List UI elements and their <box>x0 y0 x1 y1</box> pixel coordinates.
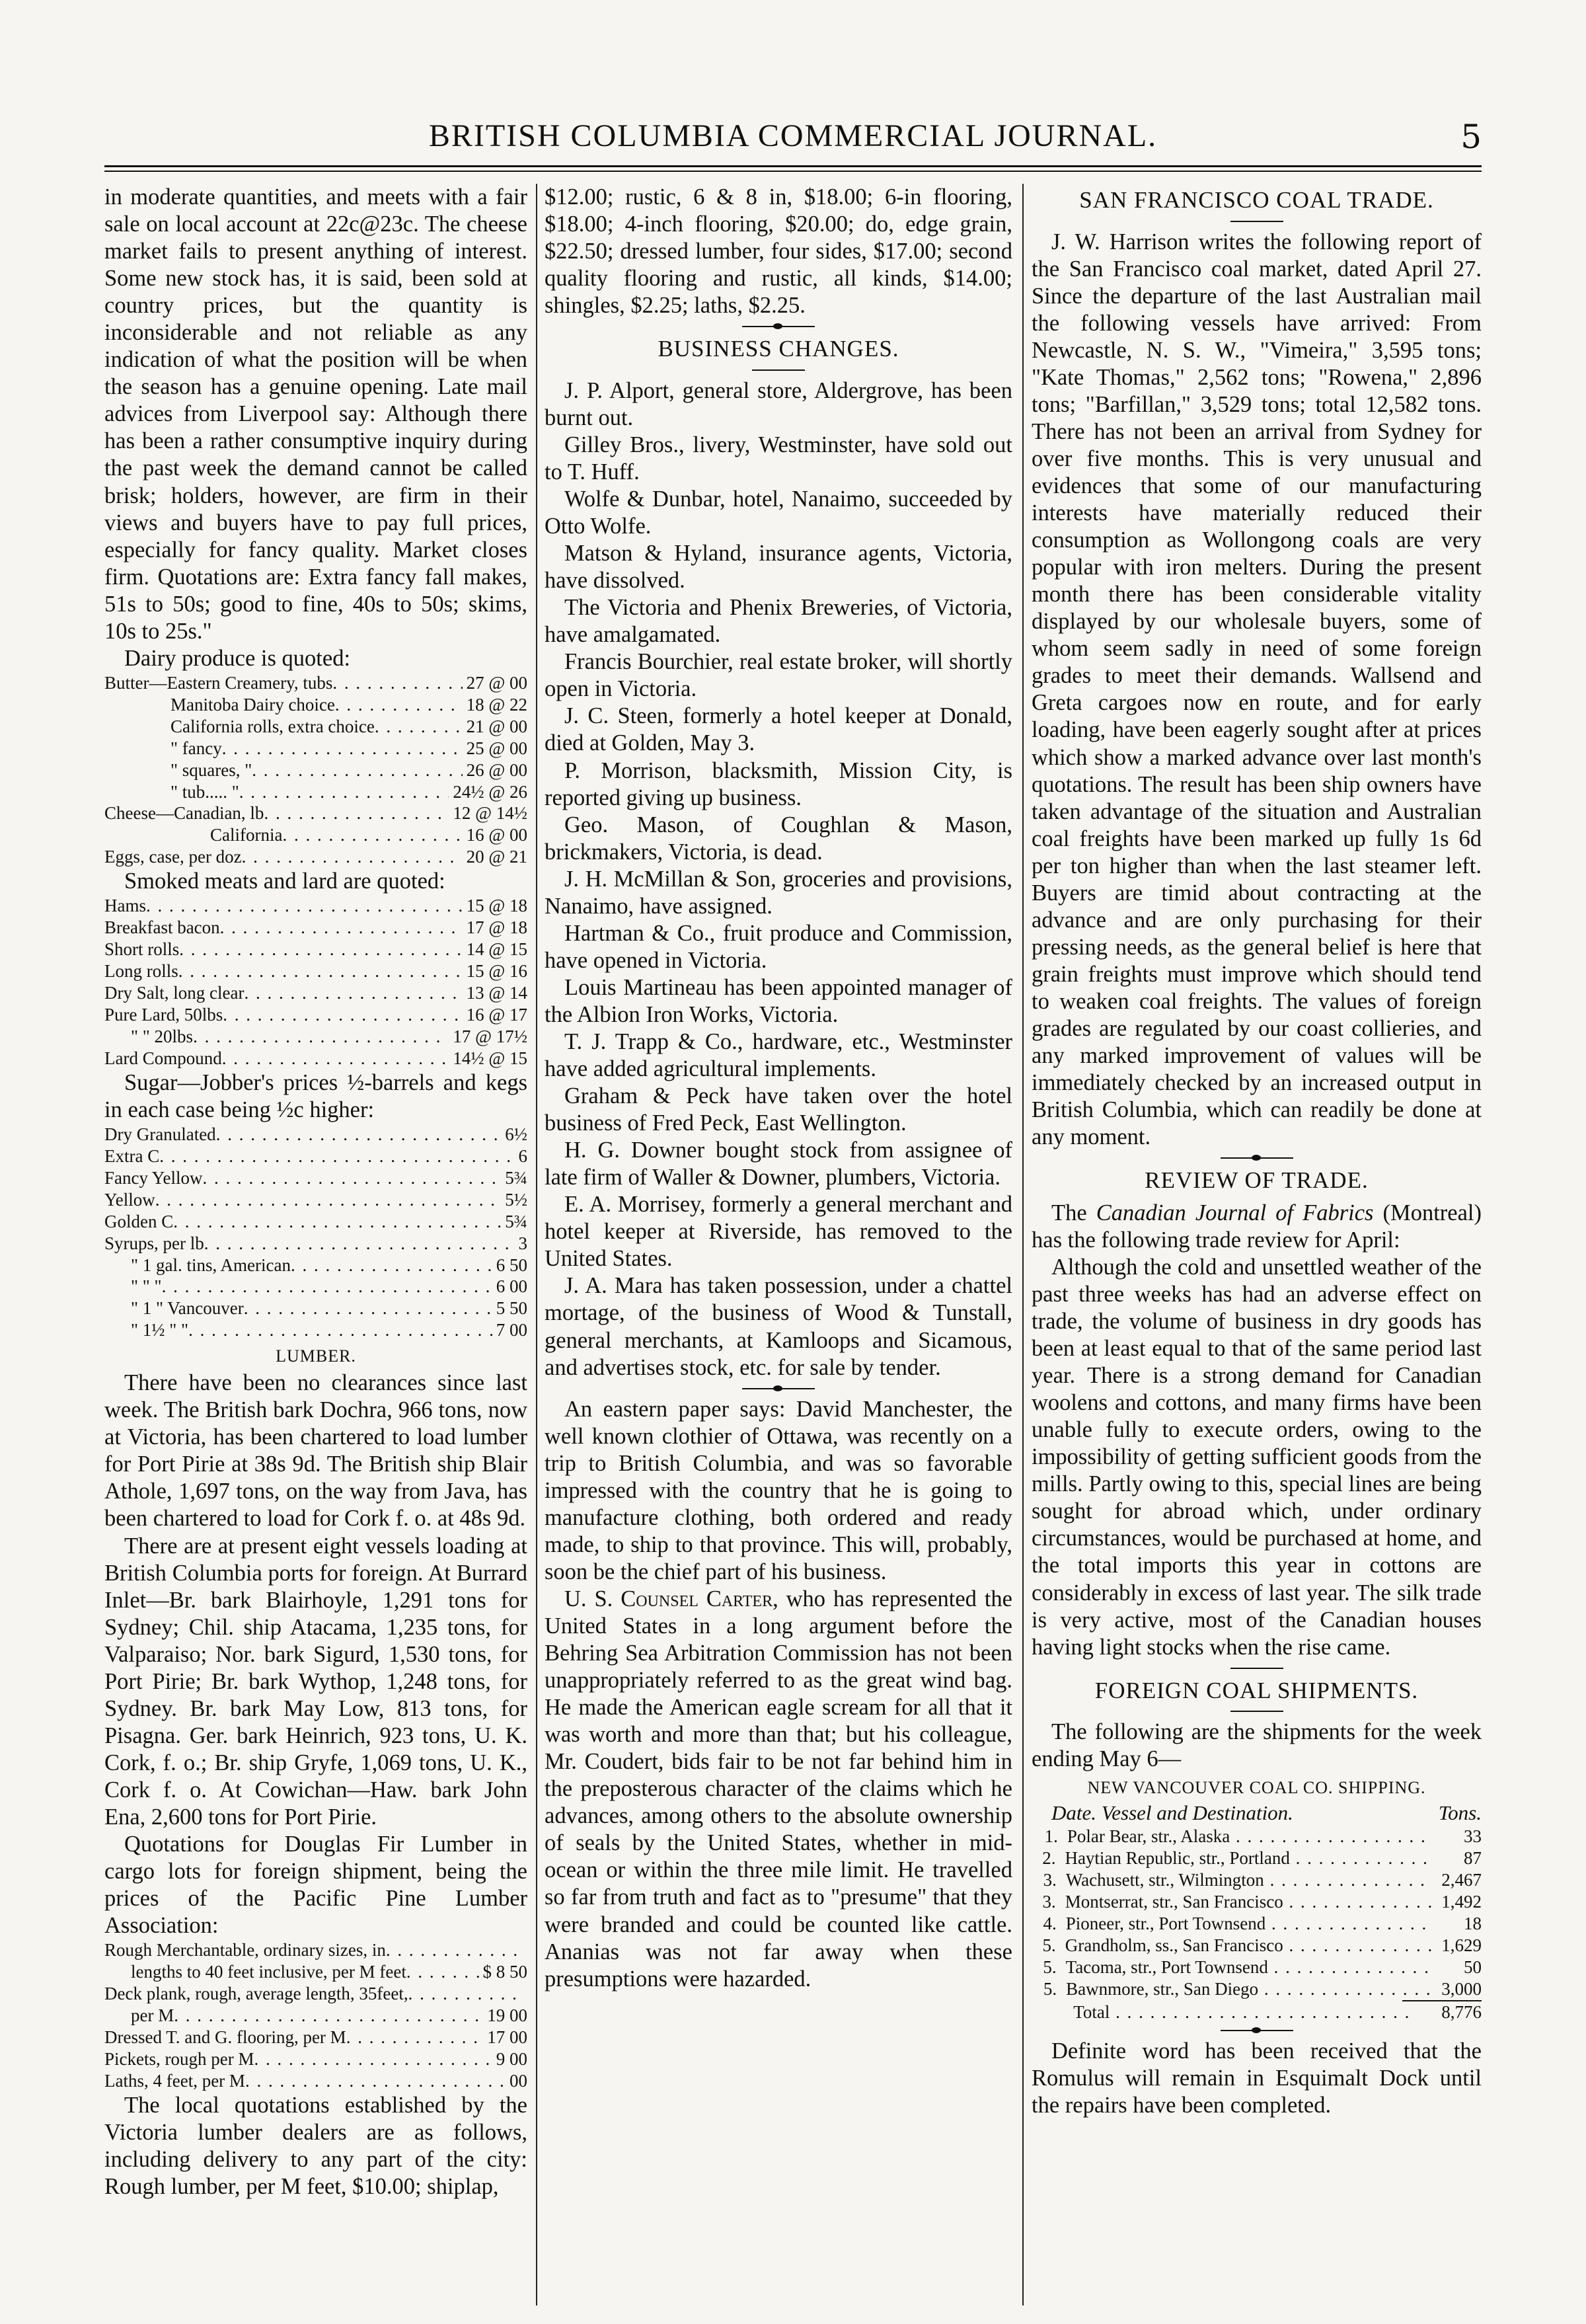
column-1 <box>104 184 527 2305</box>
price-label: Butter—Eastern Creamery, tubs <box>104 672 333 693</box>
shipment-row <box>1032 1913 1482 1935</box>
header-rule-top <box>104 165 1482 167</box>
leader-dots <box>222 738 463 759</box>
business-change-item: Francis Bourchier, real estate broker, will shortly open in Victoria. <box>545 649 1012 702</box>
price-value: 5 50 <box>496 1298 527 1319</box>
price-row <box>104 781 527 803</box>
business-change-item: Gilley Bros., livery, Westminster, have sold out to T. Huff. <box>545 432 1012 485</box>
price-label: Pure Lard, 50lbs <box>104 1005 223 1025</box>
section-rule <box>1230 1668 1283 1669</box>
shipment-no: 2. <box>1042 1848 1056 1869</box>
lumber-paragraph-4: The local quotations established by the Victoria lumber dealers are as follows, including delivery to any part of the city: Rough lumber, per M feet, $10.00; shiplap, <box>104 2092 527 2199</box>
price-row <box>104 1124 527 1145</box>
price-row <box>104 982 527 1004</box>
price-row <box>104 824 527 846</box>
price-label: Short rolls <box>104 939 180 960</box>
price-value: 6 50 <box>496 1255 527 1275</box>
leader-dots <box>220 917 463 939</box>
price-value: 17 00 <box>487 2027 527 2047</box>
leader-dots <box>216 1124 502 1145</box>
shipment-col-date-vessel: Date. Vessel and Destination. <box>1051 1801 1293 1825</box>
carter-body: who has represented the United States in a long argument before the Behring Sea Arbitration Commission has not been unappropriately referred to as the great wind bag. He made the American eagle scream for all that it was worth and more than that; but his colleague, Mr. Coudert, bids fair to be not far behind him in the preposterous character of the claims which he advances, among others to the absolute ownership of seals by the United States, whether in mid-ocean or within the three mile limit. He travelled so far from truth and fact as to "presume" that they were branded and could be counted like cattle. Ananias was not far away when these presumptions were hazarded. <box>545 1586 1012 1992</box>
sf-coal-heading: SAN FRANCISCO COAL TRADE. <box>1079 187 1434 213</box>
total-value: 8,776 <box>1441 2001 1482 2022</box>
leader-dots <box>408 1983 523 2005</box>
price-row <box>104 895 527 917</box>
leader-dots <box>252 759 462 781</box>
price-label: Pickets, rough per M <box>104 2048 254 2069</box>
price-value: 21 @ 00 <box>466 716 527 736</box>
leader-dots <box>244 982 462 1004</box>
leader-dots <box>173 1211 501 1233</box>
carter-paragraph <box>545 1586 1012 1993</box>
price-row <box>104 1298 527 1319</box>
business-change-item: J. P. Alport, general store, Aldergrove, has been burnt out. <box>545 377 1012 430</box>
price-value: 5½ <box>505 1189 527 1210</box>
price-label: Rough Merchantable, ordinary sizes, in <box>104 1940 386 1960</box>
leader-dots <box>406 1961 479 1983</box>
page-header <box>104 118 1482 164</box>
business-change-item: J. A. Mara has taken possession, under a chattel mortage, of the business of Wood & Tunstall, general merchants, at Kamloops and Sicamous, and advertises stock, etc. for sale by tender. <box>545 1273 1012 1380</box>
price-value: $ 8 50 <box>482 1962 527 1982</box>
price-row <box>104 2070 527 2092</box>
section-separator <box>1221 2030 1293 2031</box>
price-value: 9 00 <box>496 2048 527 2069</box>
price-value: 13 @ 14 <box>466 983 527 1003</box>
lumber-paragraph-1: There have been no clearances since last week. The British bark Dochra, 966 tons, now at Victoria, has been chartered to load lumber for Port Pirie at 38s 9d. The British ship Blair Athole, 1,697 tons, on the way from Java, has been chartered to load for Cork f. o. at 48s 9d. <box>104 1370 527 1531</box>
shipment-desc: Wachusett, str., Wilmington . . . <box>1066 1869 1431 1891</box>
leader-dots <box>346 2027 484 2048</box>
sugar-intro: Sugar—Jobber's prices ½-barrels and kegs in each case being ½c higher: <box>104 1069 527 1122</box>
journal-name: Canadian Journal of Fabrics <box>1096 1200 1374 1225</box>
price-label: " 1 " Vancouver <box>131 1298 244 1319</box>
shipment-desc: Grandholm, ss., San Francisco . . . <box>1065 1935 1433 1956</box>
price-label: Dry Salt, long clear <box>104 983 245 1003</box>
cheese-market-paragraph: in moderate quantities, and meets with a fair sale on local account at 22c@23c. The cheese market fails to present anything of interest. Some new stock has, it is said, been sold at country prices, but the quantity is inconsiderable and not reliable as any indication of what the position will be when the season has a genuine opening. Late mail advices from Liverpool say: Although there has been a rather consumptive inquiry during the past week the demand cannot be called brisk; holders, however, are firm in their views and buyers have to pay full prices, especially for fancy quality. Market closes firm. Quotations are: Extra fancy fall makes, 51s to 50s; good to fine, 40s to 50s; skims, 10s to 25s." <box>104 184 527 644</box>
heading-rule <box>1230 221 1283 222</box>
shipment-tons: 33 <box>1464 1826 1482 1847</box>
leader-dots <box>179 939 462 960</box>
price-row <box>104 1233 527 1255</box>
business-change-item: E. A. Morrisey, formerly a general merchant and hotel keeper at Riverside, has removed to the United States. <box>545 1192 1012 1272</box>
price-label: Golden C <box>104 1211 174 1231</box>
leader-dots <box>244 1298 492 1319</box>
leader-dots <box>162 1276 492 1298</box>
leader-dots <box>332 672 462 694</box>
shipment-tons: 18 <box>1463 1913 1482 1933</box>
shipment-row <box>1032 1891 1482 1913</box>
shipment-table-header <box>1032 1801 1482 1826</box>
leader-dots <box>193 1026 449 1048</box>
price-label: Dry Granulated <box>104 1124 216 1144</box>
business-change-item: The Victoria and Phenix Breweries, of Victoria, have amalgamated. <box>545 595 1012 648</box>
shipment-col-tons: Tons. <box>1438 1801 1482 1825</box>
leader-dots <box>242 846 463 868</box>
price-value <box>523 1939 527 1961</box>
lumber-heading: LUMBER. <box>276 1346 356 1366</box>
shipment-desc: Tacoma, str., Port Townsend . . . <box>1066 1956 1432 1978</box>
leader-dots <box>159 1145 514 1167</box>
shipment-desc: Bawnmore, str., San Diego . . . <box>1066 1978 1431 2000</box>
price-value: 27 @ 00 <box>466 672 527 693</box>
price-value: 7 00 <box>496 1320 527 1340</box>
shipment-no: 3. <box>1043 1870 1057 1890</box>
price-row <box>104 672 527 694</box>
shipment-desc: Polar Bear, str., Alaska . . . <box>1067 1826 1429 1847</box>
price-value: 26 @ 00 <box>466 759 527 780</box>
column-divider-2 <box>1022 184 1024 2305</box>
price-label: Hams <box>104 896 146 916</box>
price-label: Long rolls <box>104 961 178 982</box>
price-value: 17 @ 18 <box>466 917 527 938</box>
price-row <box>104 1211 527 1233</box>
review-intro <box>1032 1200 1482 1254</box>
price-row <box>104 1026 527 1048</box>
price-value <box>523 1983 527 2005</box>
shipment-desc: Haytian Republic, str., Portland . . . <box>1065 1847 1433 1869</box>
shipment-row <box>1032 1826 1482 1847</box>
price-value: 6½ <box>505 1124 527 1144</box>
leader-dots <box>291 1255 492 1276</box>
leader-dots <box>335 694 463 716</box>
business-change-item: Geo. Mason, of Coughlan & Mason, brickmakers, Victoria, is dead. <box>545 812 1012 865</box>
leader-dots <box>146 895 463 917</box>
price-row <box>104 1255 527 1276</box>
smoked-intro: Smoked meats and lard are quoted: <box>124 869 445 894</box>
price-value: 00 <box>510 2070 527 2091</box>
shipment-row <box>1032 1978 1482 2000</box>
lumber-paragraph-2: There are at present eight vessels loading at British Columbia ports for foreign. At Burrard Inlet—Br. bark Blairhoyle, 1,291 tons for Sydney; Chil. ship Atacama, 1,235 tons, for Valparaiso; Nor. bark Sigurd, 1,530 tons, for Port Pirie; Br. bark Wythop, 1,248 tons, for Sydney. Br. bark May Low, 813 tons, for Pisagna. Ger. bark Heinrich, 923 tons, U. K. Cork, f. o.; Br. ship Gryfe, 1,069 tons, U. K., Cork f. o. At Cowichan—Haw. bark John Ena, 2,600 tons for Port Pirie. <box>104 1533 527 1830</box>
price-row <box>104 1189 527 1211</box>
review-intro-a: The <box>1051 1200 1096 1225</box>
leader-dots <box>222 1048 449 1069</box>
shipment-no: 4. <box>1043 1913 1057 1933</box>
column-2 <box>545 184 1012 2305</box>
shipment-tons: 1,492 <box>1441 1892 1482 1912</box>
shipment-tons: 3,000 <box>1441 1978 1482 1999</box>
price-row <box>104 1048 527 1069</box>
price-label: lengths to 40 feet inclusive, per M feet <box>131 1962 406 1982</box>
price-row <box>104 2005 527 2027</box>
price-row <box>104 716 527 738</box>
section-separator <box>742 1388 815 1389</box>
column-divider-1 <box>536 184 537 2305</box>
price-label: " 1 gal. tins, American <box>131 1255 291 1275</box>
price-value: 16 @ 00 <box>466 825 527 845</box>
price-row <box>104 1319 527 1341</box>
leader-dots <box>174 2005 483 2027</box>
leader-dots <box>204 1233 515 1255</box>
price-label: Syrups, per lb <box>104 1233 204 1253</box>
heading-rule <box>1230 1711 1283 1712</box>
leader-dots <box>178 960 463 982</box>
sf-coal-paragraph: J. W. Harrison writes the following report of the San Francisco coal market, dated April 27. Since the departure of the last Australian mail the following vessels have arrived: From Newcastle, N. S. W., "Vimeira," 3,595 tons; "Kate Thomas," 2,562 tons; "Rowena," 2,896 tons; "Barfillan," 3,529 tons; total 12,582 tons. There has not been an arrival from Sydney for over five months. This is very unusual and evidences that some of our manufacturing interests have materially reduced their consumption as Wollongong coals are very popular with iron melters. During the present month there has been considerable vitality displayed by our wholesale buyers, some of whom seem sadly in need of some foreign grades to meet their demands. Wallsend and Greta cargoes now en route, and for early loading, have been eagerly sought after at prices which show a marked advance over last month's quotations. The result has been ship owners have taken advantage of the situation and Australian coal freights have been marked up fully 1s 6d per ton higher than when the last steamer left. Buyers are timid about contracting at the advance and are only purchasing for their pressing needs, as the general belief is here that grain freights must improve which should tend to weaken coal freights. The values of foreign grades are regulated by our coast collieries, and any marked improvement of values will be immediately checked by an increased output in British Columbia, which can readily be done at any moment. <box>1032 229 1482 1150</box>
heading-rule <box>752 369 805 371</box>
shipment-total-row <box>1032 2001 1482 2023</box>
carter-lead: U. S. Counsel Carter, <box>564 1586 778 1611</box>
shipping-subheading: NEW VANCOUVER COAL CO. SHIPPING. <box>1087 1778 1426 1798</box>
price-row <box>104 1961 527 1983</box>
romulus-paragraph: Definite word has been received that the Romulus will remain in Esquimalt Dock until the repairs have been completed. <box>1032 2038 1482 2118</box>
header-rule-bottom <box>104 171 1482 172</box>
price-row <box>104 738 527 759</box>
price-row <box>104 759 527 781</box>
business-change-item: J. C. Steen, formerly a hotel keeper at Donald, died at Golden, May 3. <box>545 703 1012 756</box>
price-row <box>104 939 527 960</box>
price-label: Dressed T. and G. flooring, per M <box>104 2027 346 2047</box>
shipment-no: 1. <box>1044 1826 1058 1847</box>
shipment-tons: 2,467 <box>1441 1870 1482 1890</box>
price-label: Manitoba Dairy choice <box>170 694 335 715</box>
leader-dots <box>245 2070 506 2092</box>
business-change-item: Hartman & Co., fruit produce and Commission, have opened in Victoria. <box>545 920 1012 973</box>
leader-dots <box>155 1189 501 1211</box>
price-label: California rolls, extra choice <box>170 716 375 736</box>
shipment-no: 5. <box>1042 1935 1056 1955</box>
shipment-row <box>1032 1935 1482 1956</box>
price-label: Breakfast bacon <box>104 917 220 938</box>
price-value: 16 @ 17 <box>466 1005 527 1025</box>
review-of-trade-heading: REVIEW OF TRADE. <box>1145 1167 1369 1194</box>
shipment-tons: 1,629 <box>1441 1935 1482 1955</box>
eastern-paper-paragraph: An eastern paper says: David Manchester, the well known clothier of Ottawa, was recently on a trip to British Columbia, and was so favorable impressed with the country that he is going to manufacture clothing, both ordered and ready made, to ship to that province. This will, probably, soon be the chief part of his business. <box>545 1396 1012 1584</box>
shipment-no: 3. <box>1042 1892 1056 1912</box>
price-row <box>104 1276 527 1298</box>
price-value: 5¾ <box>505 1211 527 1231</box>
price-row <box>104 960 527 982</box>
review-paragraph: Although the cold and unsettled weather of the past three weeks has had an adverse effect on trade, the volume of business in dry goods has been at least equal to that of the same period last year. There is a strong demand for Canadian woolens and cottons, and many firms have been unable fully to execute orders, owing to the impossibility of getting sufficient goods from the mills. Partly owing to this, special lines are being sought for abroad which, under ordinary circumstances, would be purchased at home, and the total imports this year in cottons are considerably in excess of last year. The silk trade is very active, most of the Canadian houses having light stocks when the rise came. <box>1032 1254 1482 1660</box>
price-value: 5¾ <box>505 1167 527 1188</box>
price-row <box>104 846 527 868</box>
leader-dots <box>254 2048 492 2070</box>
leader-dots <box>203 1167 502 1189</box>
shipment-no: 5. <box>1043 1956 1057 1977</box>
price-label: " tub..... " <box>170 781 239 802</box>
business-change-item: Graham & Peck have taken over the hotel business of Fred Peck, East Wellington. <box>545 1083 1012 1136</box>
price-row <box>104 1004 527 1026</box>
review-intro-b: (Montreal) has the following trade review for April: <box>1032 1200 1482 1253</box>
lumber-continued: $12.00; rustic, 6 & 8 in, $18.00; 6-in flooring, $18.00; 4-inch flooring, $20.00; do, edge grain, $22.50; dressed lumber, four sides, $17.00; second quality flooring and rustic, all kinds, $14.00; shingles, $2.25; laths, $2.25. <box>545 184 1012 319</box>
price-label: Fancy Yellow <box>104 1167 203 1188</box>
journal-title: BRITISH COLUMBIA COMMERCIAL JOURNAL. <box>428 118 1158 153</box>
dairy-price-list <box>104 672 527 868</box>
price-label: Cheese—Canadian, lb <box>104 803 264 824</box>
shipment-no: 5. <box>1043 1978 1057 1999</box>
price-value: 12 @ 14½ <box>453 803 527 824</box>
column-3 <box>1032 184 1482 2305</box>
price-value: 15 @ 18 <box>466 896 527 916</box>
price-label: Deck plank, rough, average length, 35feet, <box>104 1984 408 2004</box>
price-label: Yellow <box>104 1189 155 1210</box>
foreign-coal-intro: The following are the shipments for the week ending May 6— <box>1032 1719 1482 1772</box>
price-label: " 1½ " " <box>131 1320 189 1340</box>
price-row <box>104 802 527 824</box>
leader-dots <box>264 802 449 824</box>
business-change-item: J. H. McMillan & Son, groceries and provisions, Nanaimo, have assigned. <box>545 866 1012 919</box>
business-change-item: Louis Martineau has been appointed manager of the Albion Iron Works, Victoria. <box>545 974 1012 1027</box>
price-row <box>104 1145 527 1167</box>
price-value: 17 @ 17½ <box>453 1026 527 1046</box>
price-row <box>104 917 527 939</box>
business-change-item: H. G. Downer bought stock from assignee of late firm of Waller & Downer, plumbers, Victoria. <box>545 1138 1012 1190</box>
price-row <box>104 1167 527 1189</box>
price-value: 14½ @ 15 <box>453 1048 527 1068</box>
price-row <box>104 1983 527 2005</box>
price-value: 19 00 <box>487 2005 527 2026</box>
leader-dots <box>282 824 462 846</box>
page-number: 5 <box>1460 118 1482 156</box>
business-changes-list <box>545 377 1012 1381</box>
business-change-item: T. J. Trapp & Co., hardware, etc., Westminster have added agricultural implements. <box>545 1029 1012 1082</box>
price-row <box>104 2048 527 2070</box>
shipment-tons: 50 <box>1464 1956 1482 1977</box>
section-separator <box>1221 1157 1293 1159</box>
price-value: 18 @ 22 <box>466 694 527 715</box>
price-label: Laths, 4 feet, per M <box>104 2070 245 2091</box>
smoked-meat-price-list <box>104 895 527 1069</box>
leader-dots <box>223 1004 462 1026</box>
shipment-row <box>1032 1956 1482 1978</box>
lumber-paragraph-3: Quotations for Douglas Fir Lumber in cargo lots for foreign shipment, being the prices of the Pacific Pine Lumber Association: <box>104 1832 527 1939</box>
price-row <box>104 694 527 716</box>
price-value: 25 @ 00 <box>466 738 527 758</box>
shipment-desc: Montserrat, str., San Francisco . . . <box>1065 1891 1433 1913</box>
price-label: " fancy <box>170 738 222 758</box>
leader-dots <box>375 716 463 738</box>
foreign-coal-heading: FOREIGN COAL SHIPMENTS. <box>1094 1677 1419 1703</box>
price-label: Extra C <box>104 1145 160 1166</box>
price-value: 3 <box>518 1233 527 1253</box>
price-row <box>104 1939 527 1961</box>
price-value: 6 00 <box>496 1276 527 1297</box>
business-change-item: Wolfe & Dunbar, hotel, Nanaimo, succeeded by Otto Wolfe. <box>545 486 1012 539</box>
price-label: " " 20lbs <box>131 1026 194 1046</box>
leader-dots <box>239 781 449 803</box>
price-value: 24½ @ 26 <box>453 781 527 802</box>
shipment-row <box>1032 1869 1482 1891</box>
price-value: 15 @ 16 <box>466 961 527 982</box>
total-label: Total . . . <box>1073 2001 1416 2023</box>
business-changes-heading: BUSINESS CHANGES. <box>658 336 899 362</box>
price-label: " squares, " <box>170 759 252 780</box>
business-change-item: P. Morrison, blacksmith, Mission City, is reported giving up business. <box>545 757 1012 810</box>
price-label: Eggs, case, per doz <box>104 847 242 867</box>
price-label: per M <box>131 2005 174 2026</box>
price-value: 20 @ 21 <box>466 847 527 867</box>
dairy-intro: Dairy produce is quoted: <box>124 645 351 671</box>
shipment-desc: Pioneer, str., Port Townsend . . . <box>1066 1913 1432 1935</box>
sugar-price-list <box>104 1124 527 1341</box>
leader-dots <box>386 1939 523 1961</box>
price-row <box>104 2027 527 2048</box>
shipment-tons: 87 <box>1464 1848 1482 1869</box>
leader-dots <box>188 1319 492 1341</box>
price-label: Lard Compound <box>104 1048 222 1068</box>
lumber-price-list <box>104 1939 527 2092</box>
shipment-table <box>1032 1826 1482 2000</box>
price-label: California <box>210 825 283 845</box>
section-separator <box>742 326 815 327</box>
price-value: 6 <box>518 1145 527 1166</box>
price-value: 14 @ 15 <box>466 939 527 960</box>
price-label: " " " <box>131 1276 162 1297</box>
business-change-item: Matson & Hyland, insurance agents, Victoria, have dissolved. <box>545 541 1012 594</box>
shipment-row <box>1032 1847 1482 1869</box>
